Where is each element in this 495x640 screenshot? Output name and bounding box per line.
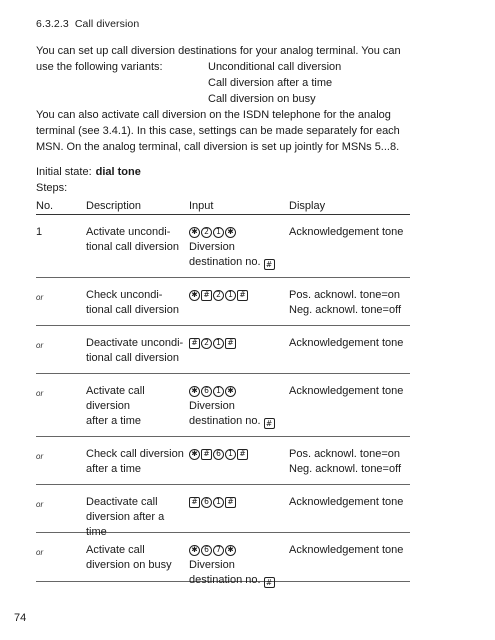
digit-key-icon: 2 (213, 290, 224, 301)
star-key-icon: ✱ (225, 386, 236, 397)
digit-key-icon: 1 (213, 227, 224, 238)
digit-key-icon: 1 (225, 449, 236, 460)
header-description: Description (86, 200, 142, 212)
hash-key-icon: # (225, 338, 236, 349)
display-line: Neg. acknowl. tone=off (289, 463, 402, 475)
description-line: tional call diversion (86, 304, 179, 316)
digit-key-icon: 6 (201, 497, 212, 508)
row-number: or (36, 389, 44, 398)
key-sequence (189, 225, 289, 239)
initial-state (36, 164, 141, 196)
description-line: after a time (86, 463, 142, 475)
input-extra-text: destination no. (189, 415, 261, 427)
digit-key-icon: 2 (201, 227, 212, 238)
row-display (289, 447, 414, 477)
description-line: Activate call diversion (86, 385, 145, 412)
star-key-icon: ✱ (189, 290, 200, 301)
row-number: 1 (36, 226, 43, 238)
table-row (36, 437, 410, 485)
row-input (189, 336, 289, 351)
input-extra-line (189, 558, 289, 573)
table-body (36, 215, 410, 587)
hash-key-icon: # (264, 259, 275, 270)
input-extra-line (189, 399, 289, 414)
digit-key-icon: 2 (201, 338, 212, 349)
description-line: tional call diversion (86, 352, 179, 364)
description-line: Activate call (86, 544, 145, 556)
input-extra-line (189, 573, 289, 588)
hash-key-icon: # (264, 418, 275, 429)
table-row (36, 485, 410, 538)
row-input (189, 543, 289, 588)
hash-key-icon: # (201, 290, 212, 301)
table-row (36, 215, 410, 278)
digit-key-icon: 6 (201, 386, 212, 397)
hash-key-icon: # (264, 577, 275, 588)
display-line: Pos. acknowl. tone=on (289, 448, 400, 460)
description-line: Activate uncondi- (86, 226, 171, 238)
intro-line: use the following variants: (36, 61, 163, 73)
display-line: Pos. acknowl. tone=on (289, 289, 400, 301)
row-input (189, 384, 289, 429)
key-sequence (189, 384, 289, 398)
key-sequence (189, 288, 289, 302)
variant-item: Unconditional call diversion (208, 61, 342, 73)
input-extra-line (189, 240, 289, 255)
description-line: tional call diversion (86, 241, 179, 253)
table-header (36, 199, 410, 215)
description-line: after a time (86, 415, 142, 427)
row-number: or (36, 452, 44, 461)
row-description (86, 288, 186, 318)
star-key-icon: ✱ (189, 227, 200, 238)
hash-key-icon: # (237, 290, 248, 301)
intro-text (36, 43, 436, 155)
header-input: Input (189, 200, 214, 212)
table-row (36, 374, 410, 437)
input-extra-text: Diversion (189, 400, 235, 412)
section-title: 6.3.2.3 Call diversion (36, 18, 140, 30)
input-extra-text: destination no. (189, 256, 261, 268)
star-key-icon: ✱ (225, 227, 236, 238)
display-line: Acknowledgement tone (289, 496, 404, 508)
row-input (189, 495, 289, 510)
hash-key-icon: # (237, 449, 248, 460)
row-number: or (36, 548, 44, 557)
variant-item: Call diversion on busy (208, 93, 316, 105)
digit-key-icon: 6 (213, 449, 224, 460)
table-row (36, 278, 410, 326)
row-input (189, 447, 289, 462)
hash-key-icon: # (225, 497, 236, 508)
digit-key-icon: 1 (213, 386, 224, 397)
star-key-icon: ✱ (189, 449, 200, 460)
star-key-icon: ✱ (189, 545, 200, 556)
input-extra-text: Diversion (189, 559, 235, 571)
row-display (289, 336, 414, 351)
initial-state-value: dial tone (95, 166, 141, 178)
input-extra-text: Diversion (189, 241, 235, 253)
intro-line: terminal (see 3.4.1). In this case, settings can be made separately for each (36, 125, 400, 137)
variant-item: Call diversion after a time (208, 77, 333, 89)
row-description (86, 543, 186, 573)
row-display (289, 288, 414, 318)
input-extra-text: destination no. (189, 574, 261, 586)
table-row (36, 326, 410, 374)
row-input (189, 225, 289, 270)
description-line: diversion on busy (86, 559, 172, 571)
steps-label: Steps: (36, 182, 68, 194)
row-number: or (36, 341, 44, 350)
row-display (289, 384, 414, 399)
header-display: Display (289, 200, 326, 212)
key-sequence (189, 447, 289, 461)
digit-key-icon: 1 (213, 497, 224, 508)
row-number: or (36, 500, 44, 509)
page-number: 74 (14, 612, 27, 624)
description-line: diversion after a time (86, 511, 165, 538)
input-extra-line (189, 255, 289, 270)
row-display (289, 225, 414, 240)
row-description (86, 447, 186, 477)
description-line: Check call diversion (86, 448, 184, 460)
hash-key-icon: # (201, 449, 212, 460)
star-key-icon: ✱ (189, 386, 200, 397)
steps-table (36, 199, 410, 587)
intro-line: You can also activate call diversion on the ISDN telephone for the analog (36, 109, 391, 121)
key-sequence (189, 543, 289, 557)
description-line: Deactivate uncondi- (86, 337, 184, 349)
digit-key-icon: 1 (213, 338, 224, 349)
row-number: or (36, 293, 44, 302)
description-line: Deactivate call (86, 496, 158, 508)
initial-state-label: Initial state: (36, 166, 92, 178)
key-sequence (189, 336, 289, 350)
intro-line: You can set up call diversion destinations for your analog terminal. You can (36, 45, 401, 57)
digit-key-icon: 6 (201, 545, 212, 556)
hash-key-icon: # (189, 497, 200, 508)
table-row (36, 533, 410, 587)
digit-key-icon: 1 (225, 290, 236, 301)
star-key-icon: ✱ (225, 545, 236, 556)
display-line: Acknowledgement tone (289, 385, 404, 397)
digit-key-icon: 7 (213, 545, 224, 556)
input-extra-line (189, 414, 289, 429)
row-description (86, 336, 186, 366)
hash-key-icon: # (189, 338, 200, 349)
row-description (86, 225, 186, 255)
display-line: Acknowledgement tone (289, 337, 404, 349)
intro-line: MSN. On the analog terminal, call diversion is set up jointly for MSNs 5...8. (36, 141, 400, 153)
display-line: Neg. acknowl. tone=off (289, 304, 402, 316)
key-sequence (189, 495, 289, 509)
row-input (189, 288, 289, 303)
description-line: Check uncondi- (86, 289, 163, 301)
row-description (86, 384, 186, 429)
row-display (289, 495, 414, 510)
header-no: No. (36, 200, 54, 212)
intro-variants-row (36, 59, 436, 75)
display-line: Acknowledgement tone (289, 544, 404, 556)
row-display (289, 543, 414, 558)
display-line: Acknowledgement tone (289, 226, 404, 238)
